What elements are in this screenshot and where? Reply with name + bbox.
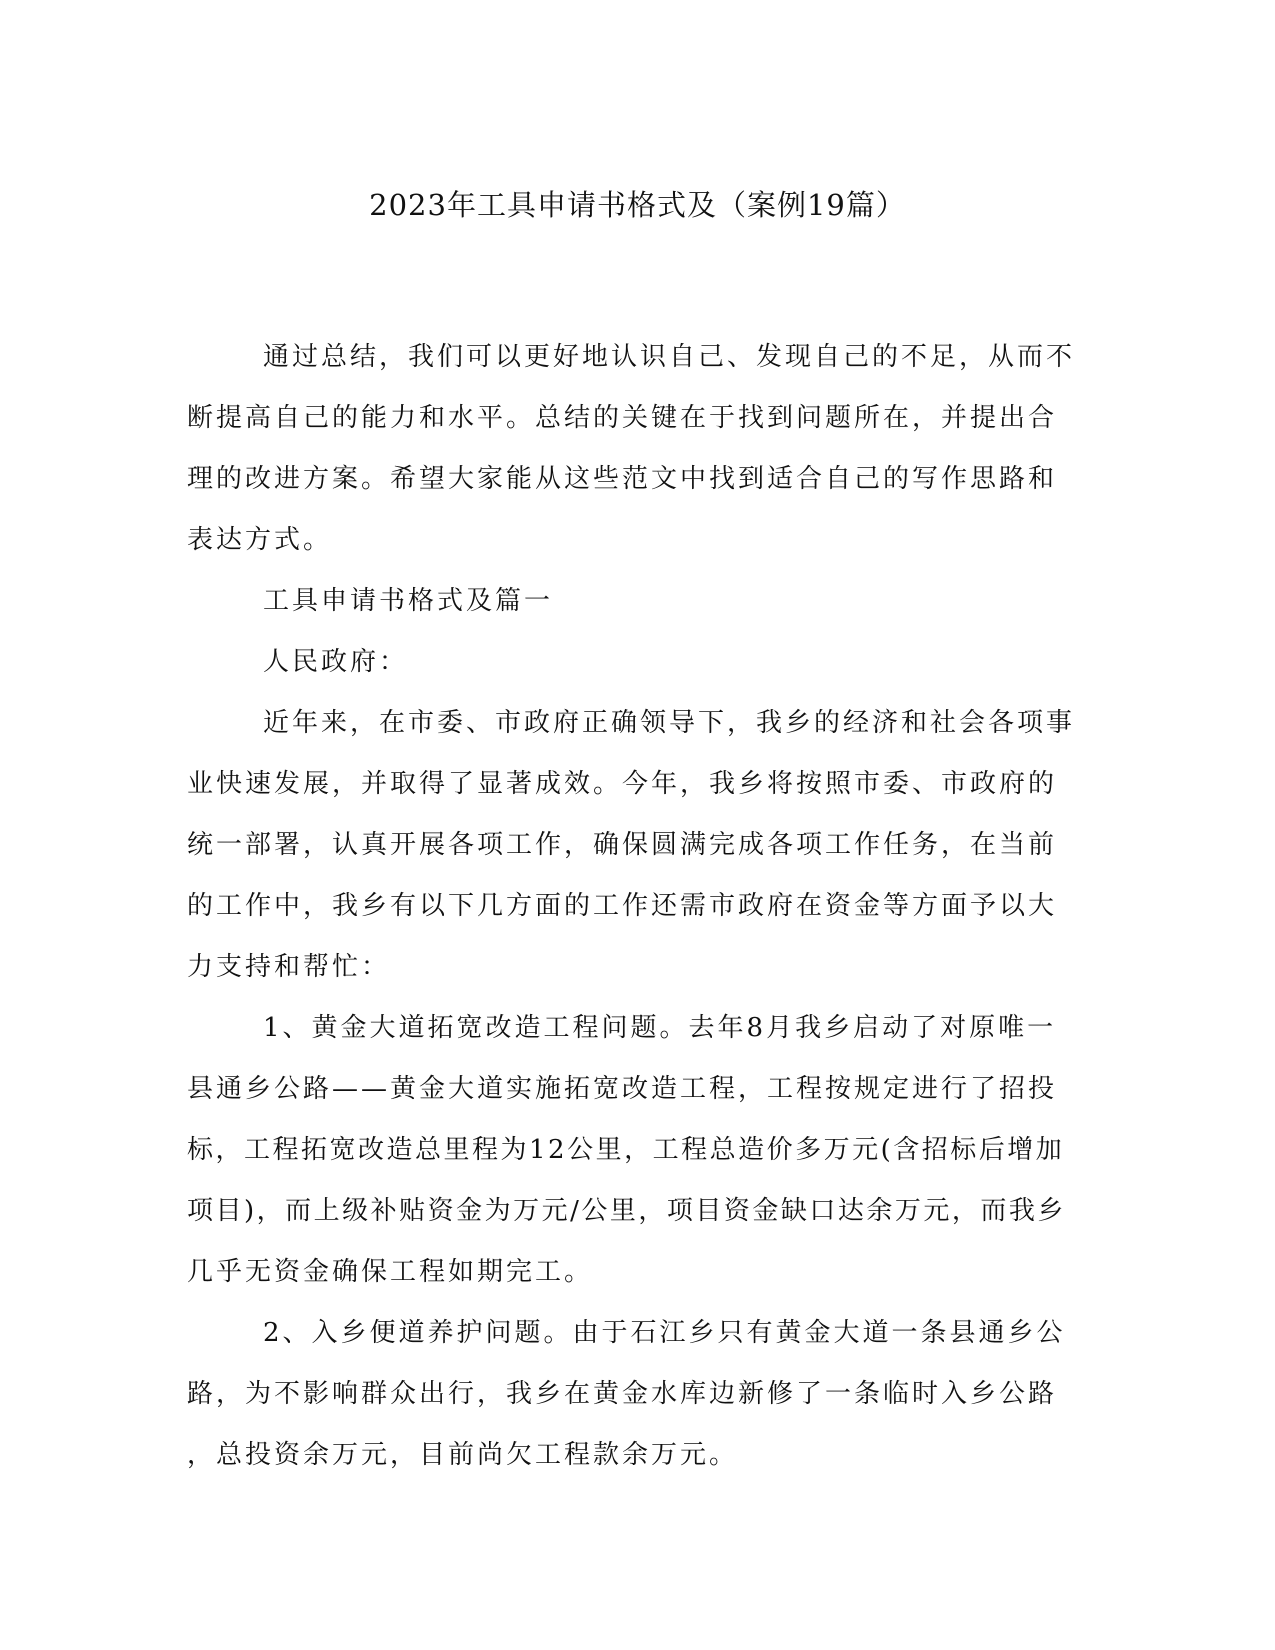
body-line: 项目)，而上级补贴资金为万元/公里，项目资金缺口达余万元，而我乡 — [187, 1196, 1066, 1226]
body-line: 的工作中，我乡有以下几方面的工作还需市政府在资金等方面予以大 — [187, 891, 1058, 921]
body-line: 2、入乡便道养护问题。由于石江乡只有黄金大道一条县通乡公 — [263, 1318, 1066, 1348]
document-body — [187, 327, 1077, 1486]
body-line: 表达方式。 — [187, 525, 333, 555]
body-line: 业快速发展，并取得了显著成效。今年，我乡将按照市委、市政府的 — [187, 769, 1058, 799]
body-line: 人民政府： — [263, 647, 409, 677]
body-line: 工具申请书格式及篇一 — [263, 586, 554, 616]
body-line: 统一部署，认真开展各项工作，确保圆满完成各项工作任务，在当前 — [187, 830, 1058, 860]
body-line: 1、黄金大道拓宽改造工程问题。去年8月我乡启动了对原唯一 — [263, 1013, 1057, 1043]
body-line: 几乎无资金确保工程如期完工。 — [187, 1257, 594, 1287]
body-line: 断提高自己的能力和水平。总结的关键在于找到问题所在，并提出合 — [187, 403, 1058, 433]
body-line: 标，工程拓宽改造总里程为12公里，工程总造价多万元(含招标后增加 — [187, 1135, 1065, 1165]
body-line: ，总投资余万元，目前尚欠工程款余万元。 — [187, 1440, 739, 1470]
document-title: 2023年工具申请书格式及（案例19篇） — [369, 188, 906, 222]
body-line: 理的改进方案。希望大家能从这些范文中找到适合自己的写作思路和 — [187, 464, 1058, 494]
body-line: 县通乡公路——黄金大道实施拓宽改造工程，工程按规定进行了招投 — [187, 1074, 1058, 1104]
body-line: 路，为不影响群众出行，我乡在黄金水库边新修了一条临时入乡公路 — [187, 1379, 1058, 1409]
body-line: 近年来，在市委、市政府正确领导下，我乡的经济和社会各项事 — [263, 708, 1076, 738]
body-line: 力支持和帮忙： — [187, 952, 391, 982]
body-line: 通过总结，我们可以更好地认识自己、发现自己的不足，从而不 — [263, 342, 1076, 372]
